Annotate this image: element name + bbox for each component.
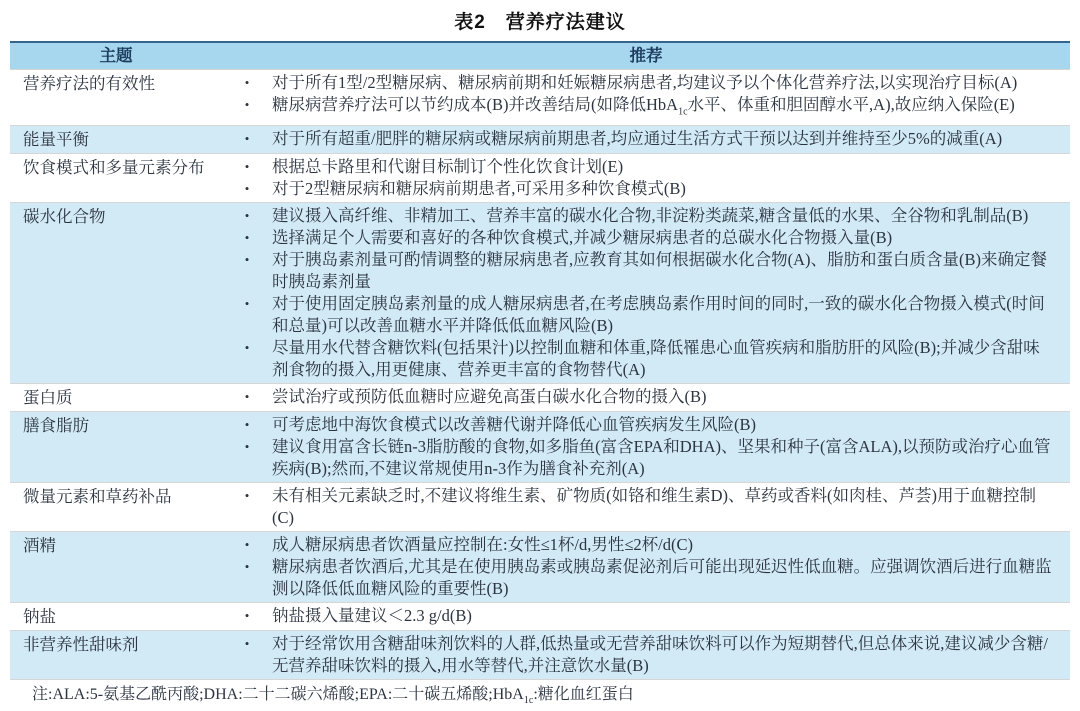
table-row (10, 412, 1070, 483)
recommendation-text: 选择满足个人需要和喜好的各种饮食模式,并减少糖尿病患者的总碳水化合物摄入量(B) (272, 228, 893, 248)
table-row (10, 126, 1070, 154)
recommendation-item (222, 293, 1070, 337)
recommendation-cell (222, 156, 1070, 200)
recommendation-cell (222, 205, 1070, 381)
recommendation-item (222, 227, 1070, 249)
recommendation-cell (222, 633, 1070, 677)
recommendation-item (222, 386, 1070, 408)
bullet-icon: • (244, 636, 250, 652)
table-header-row (10, 43, 1070, 70)
table-row (10, 203, 1070, 384)
topic-cell: 能量平衡 (23, 130, 89, 150)
recommendation-text: 建议食用富含长链n-3脂肪酸的食物,如多脂鱼(富含EPA和DHA)、坚果和种子(富含ALA),以预防或治疗心血管疾病(B);然而,不建议常规使用n-3作为膳食补充剂(A) (272, 437, 1051, 479)
topic-cell: 钠盐 (23, 607, 56, 627)
recommendation-item (222, 337, 1070, 381)
bullet-icon: • (244, 159, 250, 175)
bullet-icon: • (244, 131, 250, 147)
recommendation-item (222, 485, 1070, 529)
recommendation-text: 建议摄入高纤维、非精加工、营养丰富的碳水化合物,非淀粉类蔬菜,糖含量低的水果、全谷物和乳制品(B) (272, 206, 1029, 226)
table-body (10, 70, 1070, 680)
table-row (10, 603, 1070, 631)
bullet-icon: • (244, 439, 250, 455)
recommendation-item (222, 205, 1070, 227)
bullet-icon: • (244, 488, 250, 504)
recommendation-item (222, 605, 1070, 627)
recommendation-cell (222, 605, 1070, 628)
header-recommendation: 推荐 (629, 46, 663, 65)
recommendation-text: 尝试治疗或预防低血糖时应避免高蛋白碳水化合物的摄入(B) (272, 387, 707, 407)
recommendation-text: 未有相关元素缺乏时,不建议将维生素、矿物质(如铬和维生素D)、草药或香料(如肉桂、芦荟)用于血糖控制(C) (272, 486, 1037, 528)
recommendation-text: 可考虑地中海饮食模式以改善糖代谢并降低心血管疾病发生风险(B) (272, 415, 756, 435)
bullet-icon: • (244, 417, 250, 433)
bullet-icon: • (244, 230, 250, 246)
table-title: 表2 营养疗法建议 (454, 12, 626, 33)
bullet-icon: • (244, 181, 250, 197)
recommendation-item (222, 72, 1070, 94)
table-row (10, 532, 1070, 603)
recommendation-item (222, 414, 1070, 436)
topic-cell: 蛋白质 (23, 388, 73, 408)
topic-cell: 营养疗法的有效性 (23, 74, 155, 93)
recommendation-text: 根据总卡路里和代谢目标制订个性化饮食计划(E) (272, 157, 624, 177)
recommendation-text: 对于所有1型/2型糖尿病、糖尿病前期和妊娠糖尿病患者,均建议予以个体化营养疗法,以实现治疗目标(A) (272, 73, 1018, 92)
recommendation-text: 成人糖尿病患者饮酒量应控制在:女性≤1杯/d,男性≤2杯/d(C) (272, 535, 693, 555)
recommendation-cell (222, 386, 1070, 409)
bullet-icon: • (244, 208, 250, 224)
topic-cell: 非营养性甜味剂 (23, 635, 139, 655)
recommendation-item (222, 128, 1070, 150)
recommendation-item (222, 178, 1070, 200)
recommendation-text: 尽量用水代替含糖饮料(包括果汁)以控制血糖和体重,降低罹患心血管疾病和脂肪肝的风险(B);并减少含甜味剂食物的摄入,用更健康、营养更丰富的食物替代(A) (272, 338, 1040, 380)
table-row (10, 631, 1070, 680)
topic-cell: 饮食模式和多量元素分布 (23, 158, 205, 178)
bullet-icon: • (244, 340, 250, 356)
bullet-icon: • (244, 296, 250, 312)
table-row (10, 483, 1070, 532)
table-row (10, 384, 1070, 412)
recommendation-item (222, 156, 1070, 178)
table-row (10, 154, 1070, 203)
recommendation-item (222, 534, 1070, 556)
topic-cell: 酒精 (23, 536, 56, 556)
recommendation-text: 对于所有超重/肥胖的糖尿病或糖尿病前期患者,均应通过生活方式干预以达到并维持至少5%的减重(A) (272, 129, 1003, 149)
bullet-icon: • (244, 537, 250, 553)
recommendation-item (222, 633, 1070, 677)
bullet-icon: • (244, 252, 250, 268)
bullet-icon: • (244, 75, 250, 90)
topic-cell: 膳食脂肪 (23, 416, 89, 436)
recommendation-cell (222, 485, 1070, 529)
topic-cell: 碳水化合物 (23, 207, 106, 227)
recommendation-cell (222, 534, 1070, 600)
bullet-icon: • (244, 389, 250, 405)
recommendation-item (222, 249, 1070, 293)
bullet-icon: • (244, 608, 250, 624)
recommendation-item (222, 436, 1070, 480)
recommendation-item (222, 94, 1070, 123)
footnote: 注:ALA:5-氨基乙酰丙酸;DHA:二十二碳六烯酸;EPA:二十碳五烯酸;HbA$_{1c}$:糖化血红蛋白 (32, 686, 634, 707)
recommendation-text: 对于2型糖尿病和糖尿病前期患者,可采用多种饮食模式(B) (272, 179, 686, 199)
recommendation-text: 对于胰岛素剂量可酌情调整的糖尿病患者,应教育其如何根据碳水化合物(A)、脂肪和蛋白质含量(B)来确定餐时胰岛素剂量 (272, 250, 1048, 292)
recommendation-item (222, 556, 1070, 600)
recommendation-text: 钠盐摄入量建议＜2.3 g/d(B) (272, 606, 472, 626)
recommendation-cell (222, 414, 1070, 480)
recommendation-text: 对于经常饮用含糖甜味剂饮料的人群,低热量或无营养甜味饮料可以作为短期替代,但总体来说,建议减少含糖/无营养甜味饮料的摄入,用水等替代,并注意饮水量(B) (272, 634, 1048, 676)
bullet-icon: • (244, 559, 250, 575)
recommendation-text: 对于使用固定胰岛素剂量的成人糖尿病患者,在考虑胰岛素作用时间的同时,一致的碳水化合物摄入模式(时间和总量)可以改善血糖水平并降低低血糖风险(B) (272, 294, 1045, 336)
recommendation-text: 糖尿病患者饮酒后,尤其是在使用胰岛素或胰岛素促泌剂后可能出现延迟性低血糖。应强调饮酒后进行血糖监测以降低低血糖风险的重要性(B) (272, 557, 1052, 599)
recommendation-text: 糖尿病营养疗法可以节约成本(B)并改善结局(如降低HbA$_{1c}$水平、体重和胆固醇水平,A),故应纳入保险(E) (272, 95, 1015, 118)
recommendation-cell (222, 128, 1070, 151)
nutrition-therapy-table (10, 41, 1070, 680)
header-topic: 主题 (99, 46, 133, 65)
recommendation-cell (222, 72, 1070, 123)
bullet-icon: • (244, 97, 250, 112)
table-row (10, 70, 1070, 126)
topic-cell: 微量元素和草药补品 (23, 487, 172, 507)
